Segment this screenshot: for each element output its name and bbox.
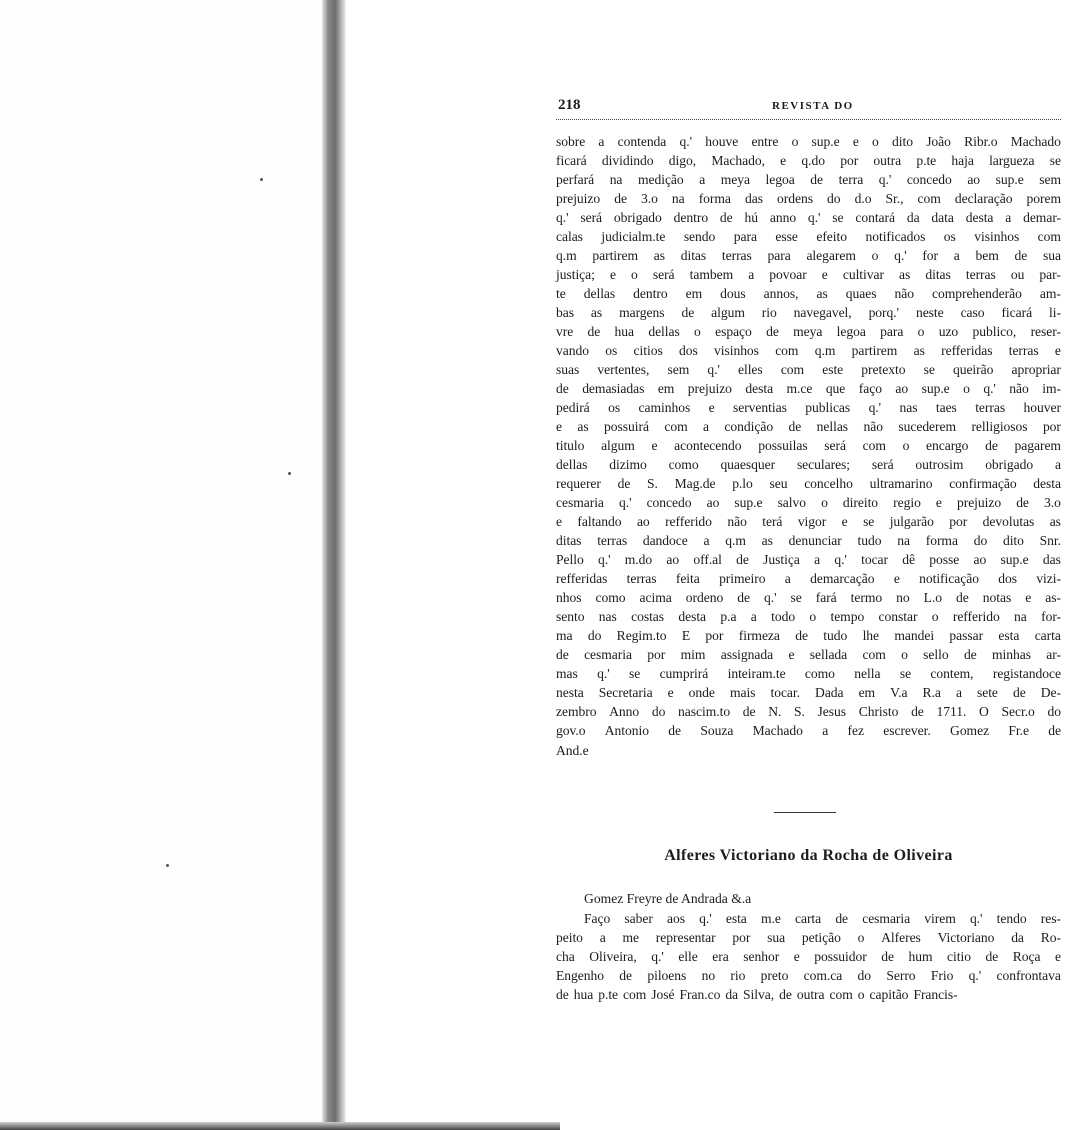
- text-line: vre de hua dellas o espaço de meya legoa para o uzo publico, reser-: [556, 324, 1061, 340]
- text-line: de demasiadas em prejuizo desta m.ce que faço ao sup.e o q.' não im-: [556, 381, 1061, 397]
- text-line: Engenho de piloens no rio preto com.ca do Serro Frio q.' confrontava: [556, 967, 1061, 983]
- text-line: de hua p.te com José Fran.co da Silva, de outra com o capitão Francis-: [556, 986, 958, 1002]
- right-page: [556, 95, 1061, 1004]
- running-title: REVISTA DO: [772, 100, 854, 112]
- text-line: ditas terras dandoce a q.m as denunciar tudo na forma do dito Snr.: [556, 533, 1061, 549]
- text-line: de cesmaria por mim assignada e sellada com o sello de minhas ar-: [556, 647, 1061, 663]
- paragraph-continued: [556, 132, 1061, 760]
- text-line: calas judicialm.te sendo para esse efeito notificados os visinhos com: [556, 229, 1061, 245]
- page-number: 218: [558, 97, 581, 113]
- text-line: q.m partirem as ditas terras para alegarem o q.' for a bem de sua: [556, 248, 1061, 264]
- text-line: vando os citios dos visinhos com q.m partirem as refferidas terras e: [556, 343, 1061, 359]
- page-edge-shadow: [0, 1122, 560, 1130]
- text-line: e as possuirá com a condição de nellas não sucederem relligiosos por: [556, 419, 1061, 435]
- page-speck: [260, 178, 263, 181]
- text-line: perfará na medição a meya legoa de terra q.' concedo ao sup.e sem: [556, 172, 1061, 188]
- text-line: peito a me representar por sua petição o Alferes Victoriano da Ro-: [556, 929, 1061, 945]
- salutation: Gomez Freyre de Andrada &.a: [584, 890, 752, 906]
- text-line: justiça; e o será tambem a povoar e cultivar as ditas terras ou par-: [556, 267, 1061, 283]
- text-line: requerer de S. Mag.de p.lo seu concelho ultramarino confirmação desta: [556, 476, 1061, 492]
- text-line: Pello q.' m.do ao off.al de Justiça a q.' tocar dê posse ao sup.e das: [556, 552, 1061, 568]
- text-line: prejuizo de 3.o na forma das ordens do d.o Sr., com declaração porem: [556, 191, 1061, 207]
- text-line: ficará dividindo digo, Machado, e q.do por outra p.te haja largueza se: [556, 153, 1061, 169]
- book-gutter: [322, 0, 346, 1130]
- facing-page: [0, 0, 330, 1130]
- text-line: sobre a contenda q.' houve entre o sup.e e o dito João Ribr.o Machado: [556, 134, 1061, 149]
- page-speck: [288, 472, 291, 475]
- text-line: refferidas terras feita primeiro a demarcação e notificação dos vizi-: [556, 571, 1061, 587]
- text-line: dellas dizimo como quaesquer seculares; será outrosim obrigado a: [556, 457, 1061, 473]
- page-speck: [166, 864, 169, 867]
- text-line: nesta Secretaria e onde mais tocar. Dada em V.a R.a a sete de De-: [556, 685, 1061, 701]
- paragraph-grant: [556, 909, 1061, 1004]
- text-line: te dellas dentro em dous annos, as quaes não comprehenderão am-: [556, 286, 1061, 302]
- text-line: bas as margens de algum rio navegavel, porq.' neste caso ficará li-: [556, 305, 1061, 321]
- text-line: cesmaria q.' concedo ao sup.e salvo o direito regio e prejuizo de 3.o: [556, 495, 1061, 511]
- text-line: suas vertentes, sem q.' elles com este pretexto se queirão apropriar: [556, 362, 1061, 378]
- running-head: [556, 95, 1061, 120]
- text-line: zembro Anno do nascim.to de N. S. Jesus Christo de 1711. O Secr.o do: [556, 704, 1061, 720]
- text-line: Faço saber aos q.' esta m.e carta de cesmaria virem q.' tendo res-: [584, 910, 1061, 926]
- text-line: e faltando ao refferido não terá vigor e se julgarão por devolutas as: [556, 514, 1061, 530]
- text-line: mas q.' se cumprirá inteiram.te como nella se contem, registandoce: [556, 666, 1061, 682]
- text-line: sento nas costas desta p.a a todo o tempo constar o refferido na for-: [556, 609, 1061, 625]
- section-title: Alferes Victoriano da Rocha de Oliveira: [664, 846, 953, 864]
- section-divider: [774, 812, 836, 813]
- text-line: titulo algum e acontecendo possuilas será com o encargo de pagarem: [556, 438, 1061, 454]
- text-line: And.e: [556, 742, 589, 758]
- text-line: nhos como acima ordeno de q.' se fará termo no L.o de notas e as-: [556, 590, 1061, 606]
- text-line: pedirá os caminhos e serventias publicas q.' nas taes terras houver: [556, 400, 1061, 416]
- text-line: cha Oliveira, q.' elle era senhor e possuidor de hum citio de Roça e: [556, 948, 1061, 964]
- text-line: ma do Regim.to E por firmeza de tudo lhe mandei passar esta carta: [556, 628, 1061, 644]
- text-line: q.' será obrigado dentro de hú anno q.' se contará da data desta a demar-: [556, 210, 1061, 226]
- text-line: gov.o Antonio de Souza Machado a fez escrever. Gomez Fr.e de: [556, 723, 1061, 739]
